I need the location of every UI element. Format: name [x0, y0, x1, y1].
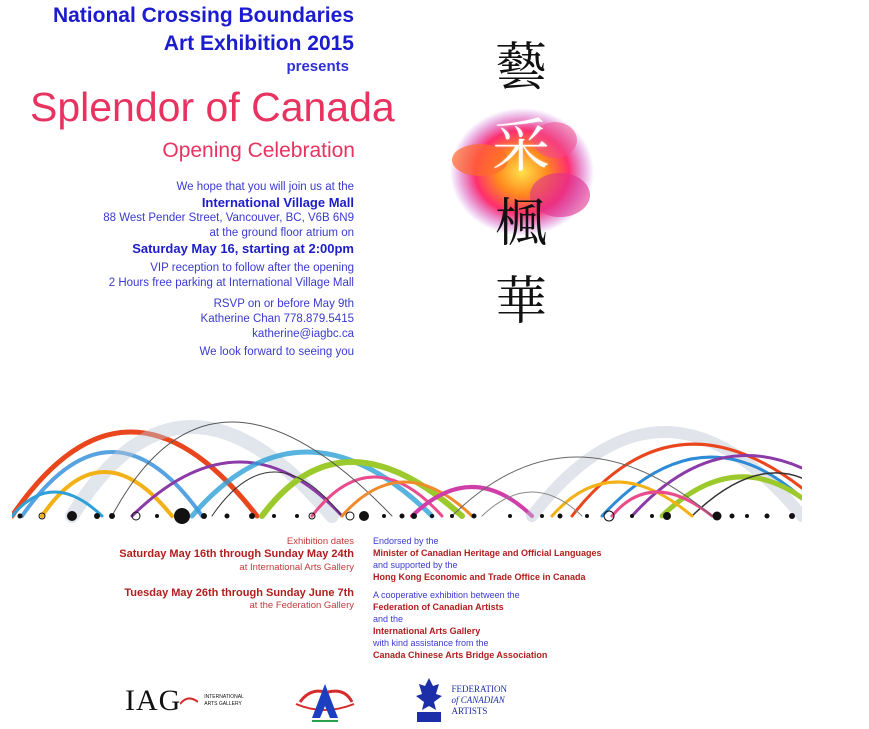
maple-leaf-icon	[415, 676, 443, 724]
fca-logo-line-3: ARTISTS	[451, 705, 488, 716]
fca-name: Federation of Canadian Artists	[373, 602, 504, 612]
iag-logo-mark: IAG	[125, 684, 182, 717]
contact-email[interactable]: katherine@iagbc.ca	[252, 328, 354, 340]
venue-name: International Village Mall	[201, 195, 354, 210]
iag-name: International Arts Gallery	[373, 626, 481, 636]
exhibition-dates-label: Exhibition dates	[286, 536, 354, 547]
ccab-logo-icon	[290, 680, 360, 724]
ccab-name: Canada Chinese Arts Bridge Association	[373, 650, 548, 660]
venue-address: 88 West Pender Street, Vancouver, BC, V6B 6N9	[103, 212, 354, 224]
chinese-char-3: 楓	[494, 194, 547, 254]
exhibition-place-1: at International Arts Gallery	[239, 562, 354, 573]
venue-location: at the ground floor atrium on	[209, 227, 354, 239]
hk-office: Hong Kong Economic and Trade Office in Canada	[373, 572, 586, 582]
arcs-banner	[12, 368, 802, 528]
iag-swoosh-icon	[180, 694, 198, 708]
exhibition-place-2: at the Federation Gallery	[249, 600, 354, 611]
rsvp-note: RSVP on or before May 9th	[213, 298, 354, 310]
event-title: Splendor of Canada	[30, 84, 395, 130]
chinese-char-4: 華	[494, 272, 547, 332]
supported-by: and supported by the	[373, 560, 458, 570]
endorsed-by: Endorsed by the	[373, 536, 439, 546]
fca-logo-line-1: FEDERATION	[451, 683, 507, 694]
iag-logo-text-1: INTERNATIONAL	[204, 694, 244, 700]
iag-logo	[125, 684, 244, 718]
event-date: Saturday May 16, starting at 2:00pm	[132, 241, 354, 256]
assistance-label: with kind assistance from the	[373, 638, 489, 648]
iag-logo-text-2: ARTS GALLERY	[204, 701, 242, 707]
fca-logo-line-2: of CANADIAN	[451, 694, 505, 705]
organizer-line-1: National Crossing Boundaries	[52, 4, 354, 27]
presents-label: presents	[286, 58, 349, 75]
organizer-line-2: Art Exhibition 2015	[163, 32, 354, 55]
fca-logo	[415, 676, 507, 724]
chinese-char-1: 藝	[494, 38, 547, 98]
contact-name: Katherine Chan 778.879.5415	[200, 313, 354, 325]
chinese-title	[488, 38, 554, 332]
closing-note: We look forward to seeing you	[199, 346, 354, 358]
invite-line: We hope that you will join us at the	[176, 181, 354, 193]
event-subtitle: Opening Celebration	[162, 139, 355, 162]
chinese-char-2: 采	[491, 112, 550, 180]
exhibition-date-2: Tuesday May 26th through Sunday June 7th	[124, 587, 354, 599]
reception-note: VIP reception to follow after the opening	[150, 262, 354, 274]
exhibition-date-1: Saturday May 16th through Sunday May 24th	[119, 548, 354, 560]
parking-note: 2 Hours free parking at International Village Mall	[108, 277, 354, 289]
and-label: and the	[373, 614, 404, 624]
minister-name: Minister of Canadian Heritage and Official Languages	[373, 548, 602, 558]
coop-label: A cooperative exhibition between the	[373, 590, 520, 600]
